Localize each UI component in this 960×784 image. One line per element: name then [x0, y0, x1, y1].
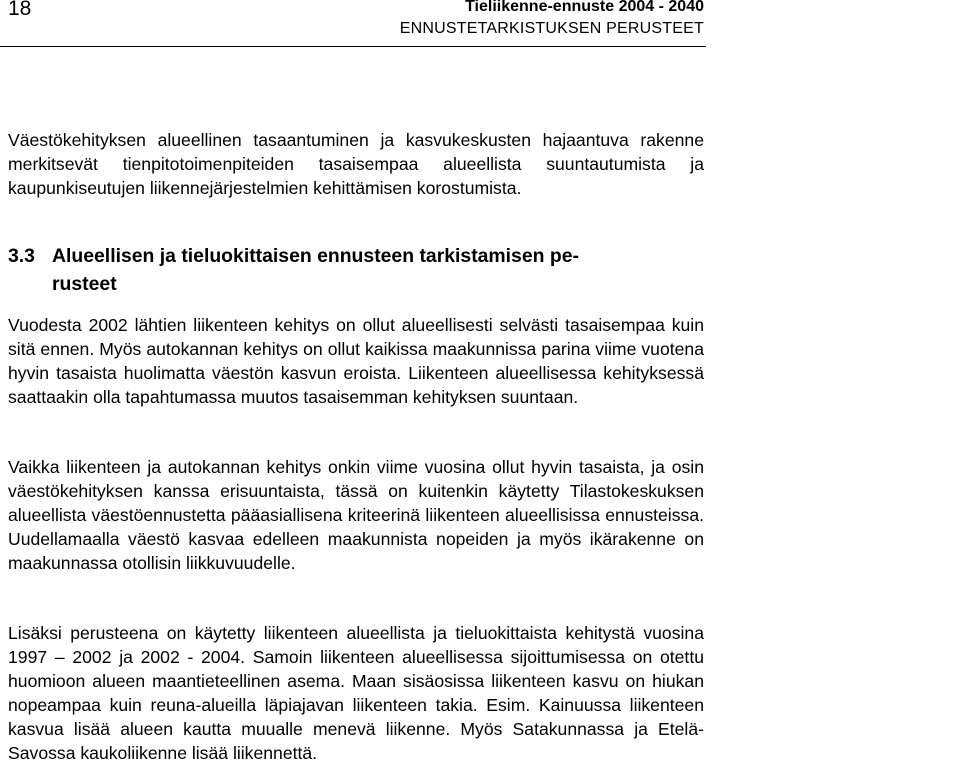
paragraph-population-forecast: Vaikka liikenteen ja autokannan kehitys onkin viime vuosina ollut hyvin tasaista, ja osin väestökehityksen kanssa erisuuntaista, tässä on kuitenkin käytetty Tilastokeskuksen alueellista väestöennustetta pääasiallisena kriteerinä liikenteen alueellisissa ennusteissa. Uudellamaalla väestö kasvaa edelleen maakunnista nopeiden ja myös ikärakenne on maakunnassa otollisin liikkuvuudelle.	[8, 457, 704, 573]
document-title: Tieliikenne-ennuste 2004 - 2040	[465, 0, 704, 15]
page-number: 18	[8, 0, 32, 20]
section-heading	[8, 242, 704, 298]
header-divider	[0, 46, 706, 47]
page-header	[0, 0, 960, 48]
paragraph-additional-criteria: Lisäksi perusteena on käytetty liikenteen alueellista ja tieluokittaista kehitystä vuosina 1997 – 2002 ja 2002 - 2004. Samoin liikenteen alueellisessa sijoittumisessa on otettu huomioon alueen maantieteellinen asema. Maan sisäosissa liikenteen kasvu on hiukan nopeampaa kuin reuna-alueilla läpiajavan liikenteen takia. Esim. Kainuussa liikenteen kasvua lisää alueen kautta muualle menevä liikenne. Myös Satakunnassa ja Etelä-Savossa kaukoliikenne lisää liikennettä.	[8, 623, 704, 763]
running-header	[400, 0, 704, 40]
paragraph-regional-development: Vuodesta 2002 lähtien liikenteen kehitys on ollut alueellisesti selvästi tasaisempaa kuin sitä ennen. Myös autokannan kehitys on ollut kaikissa maakunnissa parina viime vuotena hyvin tasaista huolimatta väestön kasvun eroista. Liikenteen alueellisessa kehityksessä saattaakin olla tapahtumassa muutos tasaisemman kehityksen suuntaan.	[8, 315, 704, 407]
document-subtitle: ENNUSTETARKISTUKSEN PERUSTEET	[399, 20, 704, 37]
paragraph-intro: Väestökehityksen alueellinen tasaantuminen ja kasvukeskusten hajaantuva rakenne merkitsevät tienpitotoimenpiteiden tasaisempaa alueellista suuntautumista ja kaupunkiseutujen liikennejärjestelmien kehittämisen korostumista.	[8, 130, 704, 198]
section-title-line2: rusteet	[52, 273, 117, 295]
section-number: 3.3	[8, 245, 35, 267]
section-title-line1: Alueellisen ja tieluokittaisen ennusteen tarkistamisen pe-	[52, 245, 579, 267]
